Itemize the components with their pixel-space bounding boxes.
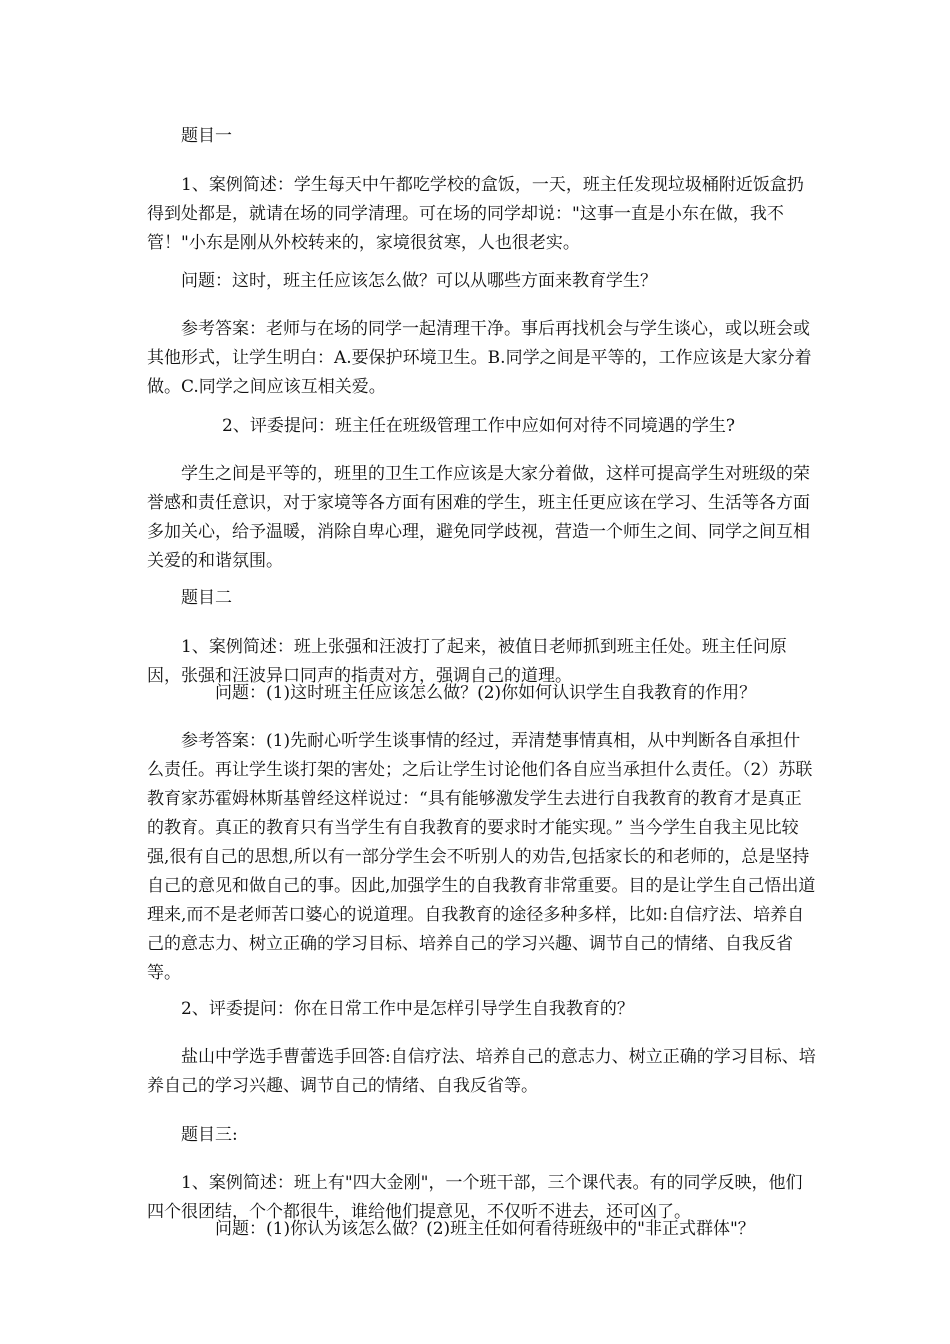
- q2-judge-question: 2、评委提问：你在日常工作中是怎样引导学生自我教育的？: [181, 999, 634, 1019]
- q1-judge-answer: 学生之间是平等的，班里的卫生工作应该是大家分着做，这样可提高学生对班级的荣誉感和责任意识，对于家境等各方面有困难的学生，班主任更应该在学习、生活等各方面多加关心，给予温暖，消除自卑心理，避免同学歧视，营造一个师生之间、同学之间互相关爱的和谐氛围。: [147, 464, 810, 571]
- q3-question: 问题：(1)你认为该怎么做？(2)班主任如何看待班级中的"非正式群体"？: [215, 1219, 755, 1239]
- q2-answer: 参考答案：(1)先耐心听学生谈事情的经过，弄清楚事情真相，从中判断各自承担什么责任。再让学生谈打架的害处；之后让学生讨论他们各自应当承担什么责任。（2）苏联教育家苏霍姆林斯基曾经这样说过：“具有能够激发学生去进行自我教育的教育才是真正的教育。真正的教育只有当学生有自我教育的要求时才能实现。” 当今学生自我主见比较强,很有自己的思想,所以有一部分学生会不听别人的劝告,包括家长的和老师的，总是坚持自己的意见和做自己的事。因此,加强学生的自我教育非常重要。目的是让学生自己悟出道理来,而不是老师苦口婆心的说道理。自我教育的途径多种多样，比如:自信疗法、培养自己的意志力、树立正确的学习目标、培养自己的学习兴趣、调节自己的情绪、自我反省等。: [147, 731, 816, 983]
- q2-question: 问题：(1)这时班主任应该怎么做？(2)你如何认识学生自我教育的作用？: [215, 683, 757, 703]
- q1-heading: 题目一: [181, 126, 232, 146]
- q3-case: 1、案例简述：班上有"四大金刚"，一个班干部，三个课代表。有的同学反映，他们四个很团结，个个都很牛，谁给他们提意见，不仅听不进去，还可凶了。: [147, 1173, 803, 1222]
- q1-judge-question: 2、评委提问：班主任在班级管理工作中应如何对待不同境遇的学生?: [222, 416, 735, 436]
- q1-question: 问题：这时，班主任应该怎么做？可以从哪些方面来教育学生？: [181, 271, 657, 291]
- q2-case: 1、案例简述：班上张强和汪波打了起来，被值日老师抓到班主任处。班主任问原因，张强和汪波异口同声的指责对方，强调自己的道理。: [147, 637, 787, 686]
- q2-heading: 题目二: [181, 588, 232, 608]
- q1-case: 1、案例简述：学生每天中午都吃学校的盒饭，一天，班主任发现垃圾桶附近饭盒扔得到处都是，就请在场的同学清理。可在场的同学却说："这事一直是小东在做，我不管！"小东是刚从外校转来的，家境很贫寒，人也很老实。: [147, 175, 804, 253]
- q3-heading: 题目三:: [181, 1125, 238, 1145]
- q2-judge-answer: 盐山中学选手曹蕾选手回答:自信疗法、培养自己的意志力、树立正确的学习目标、培养自己的学习兴趣、调节自己的情绪、自我反省等。: [147, 1047, 816, 1096]
- q1-answer: 参考答案：老师与在场的同学一起清理干净。事后再找机会与学生谈心，或以班会或其他形式，让学生明白：A.要保护环境卫生。B.同学之间是平等的，工作应该是大家分着做。C.同学之间应该互相关爱。: [147, 319, 812, 397]
